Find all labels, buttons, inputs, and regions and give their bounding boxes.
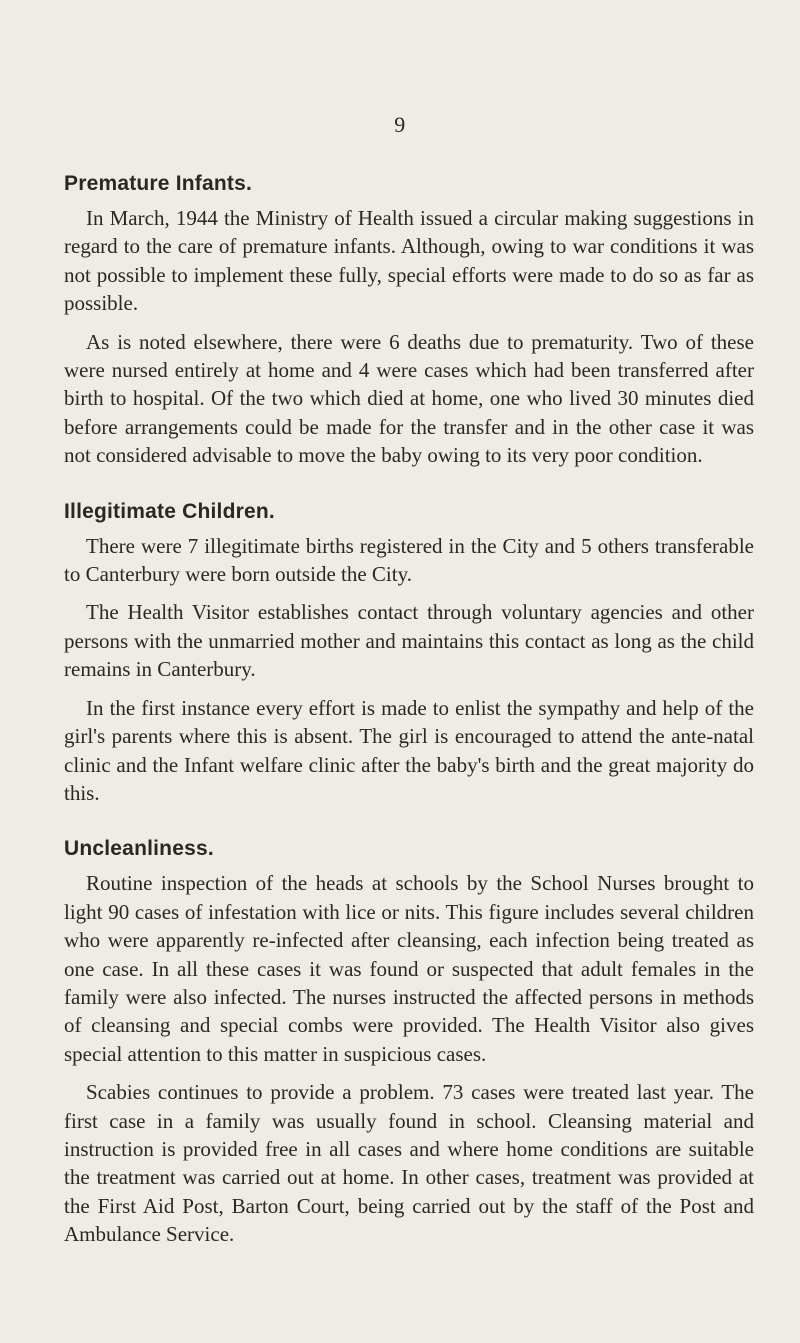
section-heading: Uncleanliness. — [64, 837, 214, 861]
section-illegitimate-children — [64, 498, 754, 808]
paragraph: Scabies continues to provide a problem. 73 cases were treated last year. The first case in a family was usually found in school. Cleansing material and instruction is provided free in all cases and where home conditions are suitable the treatment was carried out at home. In other cases, treatment was provided at the First Aid Post, Barton Court, being carried out by the staff of the Post and Ambulance Service. — [64, 1080, 754, 1247]
document-body — [64, 170, 754, 1277]
paragraph: The Health Visitor establishes contact through voluntary agencies and other persons with the unmarried mother and maintains this contact as long as the child remains in Canterbury. — [64, 600, 754, 682]
section-heading: Premature Infants. — [64, 172, 252, 195]
paragraph: As is noted elsewhere, there were 6 deaths due to prematurity. Two of these were nursed entirely at home and 4 were cases which had been transferred after birth to hospital. Of the two which died at home, one who lived 30 minutes died before arrangements could be made for the transfer and in the other case it was not considered advisable to move the baby owing to its very poor condition. — [64, 329, 754, 468]
section-premature-infants — [64, 170, 754, 470]
page-number: 9 — [394, 112, 406, 137]
paragraph: Routine inspection of the heads at schools by the School Nurses brought to light 90 cases of infestation with lice or nits. This figure includes several children who were apparently re-infected after cleansing, each infection being treated as one case. In all these cases it was found or suspected that adult females in the family were also infected. The nurses instructed the affected persons in methods of cleansing and special combs were provided. The Health Visitor also gives special attention to this matter in suspicious cases. — [64, 871, 754, 1066]
paragraph: In the first instance every effort is made to enlist the sympathy and help of the girl's parents where this is absent. The girl is encouraged to attend the ante-natal clinic and the Infant welfare clinic after the baby's birth and the great majority do this. — [64, 695, 754, 805]
paragraph: In March, 1944 the Ministry of Health issued a circular making suggestions in regard to the care of premature infants. Although, owing to war conditions it was not possible to implement these fully, special efforts were made to do so as far as possible. — [64, 206, 754, 316]
paragraph: There were 7 illegitimate births registered in the City and 5 others transferable to Canterbury were born outside the City. — [64, 533, 754, 587]
section-heading: Illegitimate Children. — [64, 499, 275, 523]
section-uncleanliness — [64, 835, 754, 1248]
